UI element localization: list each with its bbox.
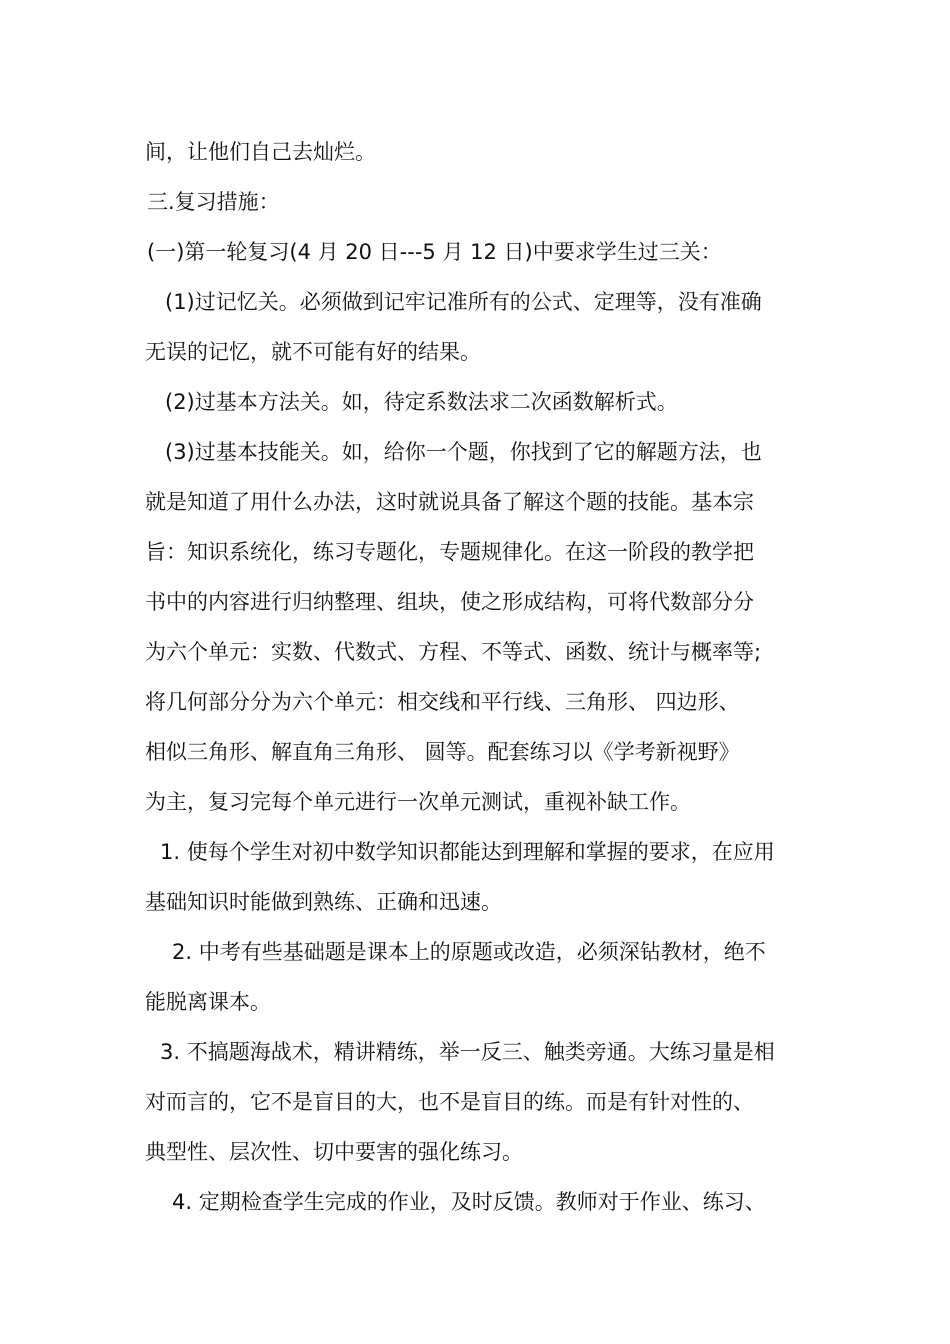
- subsection-heading: (一)第一轮复习(4 月 20 日---5 月 12 日)中要求学生过三关：: [147, 240, 722, 264]
- text-line: 就是知道了用什么办法，这时就说具备了解这个题的技能。基本宗: [145, 490, 754, 514]
- list-item: 2. 中考有些基础题是课本上的原题或改造，必须深钻教材，绝不: [172, 940, 766, 964]
- text-line: (3)过基本技能关。如，给你一个题，你找到了它的解题方法，也: [165, 440, 762, 464]
- text-line: 为主，复习完每个单元进行一次单元测试，重视补缺工作。: [145, 790, 691, 814]
- section-heading: 三.复习措施：: [147, 190, 280, 214]
- text-line: 能脱离课本。: [145, 990, 271, 1014]
- text-line: 书中的内容进行归纳整理、组块，使之形成结构，可将代数部分分: [145, 590, 754, 614]
- text-line: (2)过基本方法关。如，待定系数法求二次函数解析式。: [165, 390, 678, 414]
- text-line: 相似三角形、解直角三角形、 圆等。配套练习以《学考新视野》: [145, 740, 740, 764]
- text-line: (1)过记忆关。必须做到记牢记准所有的公式、定理等，没有准确: [165, 290, 762, 314]
- list-item: 3. 不搞题海战术，精讲精练，举一反三、触类旁通。大练习量是相: [160, 1040, 775, 1064]
- text-line: 典型性、层次性、切中要害的强化练习。: [145, 1140, 523, 1164]
- text-line: 对而言的，它不是盲目的大，也不是盲目的练。而是有针对性的、: [145, 1090, 754, 1114]
- text-line: 无误的记忆，就不可能有好的结果。: [145, 340, 481, 364]
- text-line: 为六个单元：实数、代数式、方程、不等式、函数、统计与概率等;: [145, 640, 762, 664]
- text-line: 旨：知识系统化，练习专题化，专题规律化。在这一阶段的教学把: [145, 540, 754, 564]
- text-line: 基础知识时能做到熟练、正确和迅速。: [145, 890, 502, 914]
- text-line: 将几何部分分为六个单元：相交线和平行线、三角形、 四边形、: [145, 690, 740, 714]
- list-item: 1. 使每个学生对初中数学知识都能达到理解和掌握的要求，在应用: [160, 840, 775, 864]
- list-item: 4. 定期检查学生完成的作业，及时反馈。教师对于作业、练习、: [172, 1190, 766, 1214]
- text-line: 间，让他们自己去灿烂。: [145, 140, 376, 164]
